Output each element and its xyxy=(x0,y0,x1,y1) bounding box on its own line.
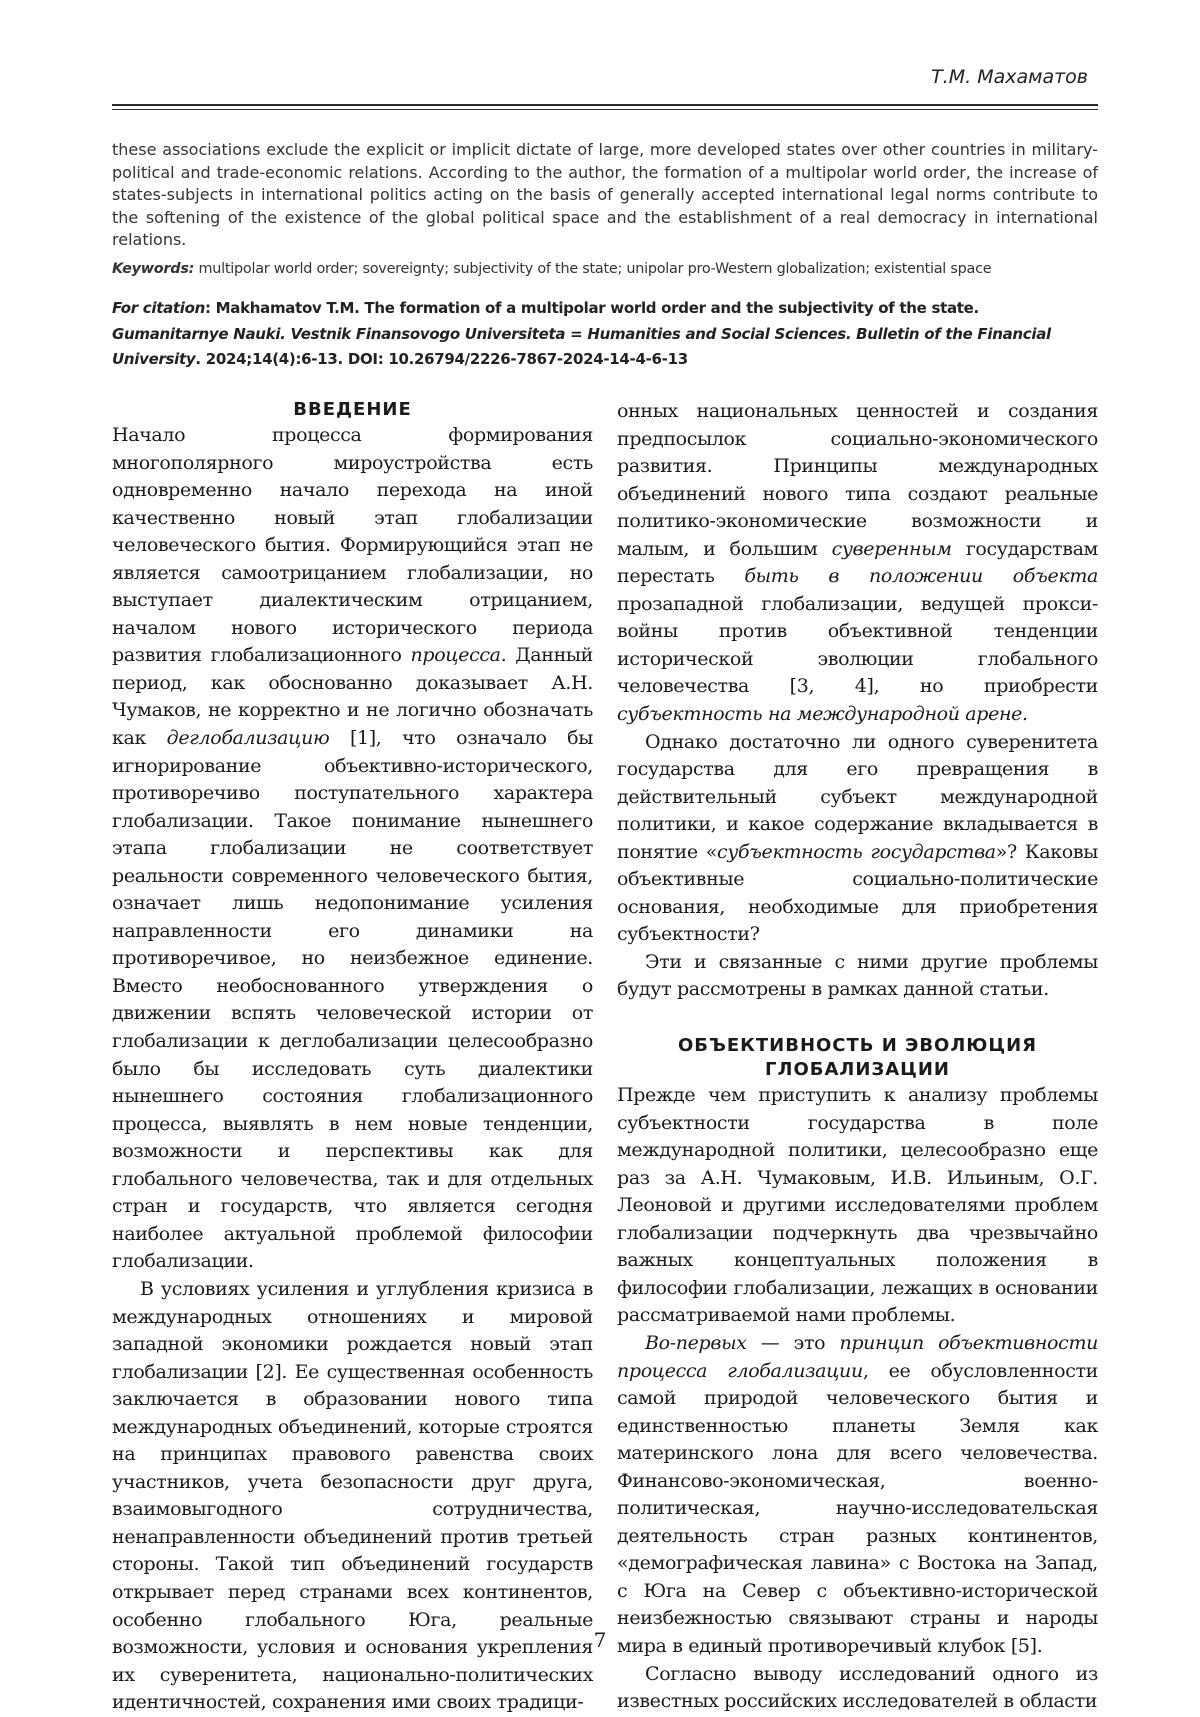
section-gap xyxy=(617,1004,1098,1034)
text-run: [1], что означало бы игнорирование объективно-исторического, противоречиво поступательного характера глобализации. Такое понимание нынешнего этапа глобализации не соответствует реальности современного человеческого бытия, означает лишь недопонимание усиления направленности его динамики на противоречивое, но неизбежное единение. Вместо необоснованного утверждения о движении вспять человеческой истории от глобализации к деглобализации целесообразно было бы исследовать суть диалектики нынешнего состояния глобализационного процесса, выявлять в нем новые тенденции, возможности и перспективы как для глобального человечества, так и для отдельных стран и государств, что является сегодня наиболее актуальной проблемой философии глобализации. xyxy=(112,727,594,1273)
left-column xyxy=(112,398,593,1717)
italic-run: суверенным xyxy=(831,537,952,560)
citation-colon: : xyxy=(205,299,216,317)
paragraph xyxy=(112,422,593,1276)
citation-label: For citation xyxy=(112,299,206,317)
text-run: Однако достаточно ли одного суверенитета государства для его превращения в действительный субъект международной политики, и какое содержание вкладывается в понятие « xyxy=(617,730,1098,863)
header-rule-thin xyxy=(112,109,1098,110)
paragraph: В условиях усиления и углубления кризиса в международных отношениях и мировой западной экономики рождается новый этап глобализации [2]. Ее существенная особенность заключается в образовании нового типа международных объединений, которые строятся на принципах правового равенства своих участников, учета безопасности друг друга, взаимовыгодного сотрудничества, ненаправленности объединений против третьей стороны. Такой тип объединений государств открывает перед странами всех континентов, особенно глобального Юга, реальные возможности, условия и основания укрепления их суверенитета, национально-политических идентичностей, сохранения ими своих традици- xyxy=(112,1277,593,1714)
citation-authors-title: Makhamatov T.M. The formation of a multipolar world order and the subjectivity of the state. xyxy=(215,299,979,317)
text-run: — это xyxy=(746,1331,840,1354)
italic-run: процесса xyxy=(410,644,501,667)
text-run: прозападной глобализации, ведущей прокси-войны против объективной тенденции исторической эволюции глобального человечества [3, 4], но приобрести xyxy=(617,592,1098,698)
paragraph: Прежде чем приступить к анализу проблемы субъектности государства в поле международной политики, целесообразно еще раз за А.Н. Чумаковым, И.В. Ильиным, О.Г. Леоновой и другими исследователями проблем глобализации подчеркнуть два чрезвычайно важных концептуальных положения в философии глобализации, лежащих в основании рассматриваемой нами проблемы. xyxy=(617,1084,1098,1327)
text-run: . Данный период, как обоснованно доказывает А.Н. Чумаков, не корректно и не логично обозначать как xyxy=(112,644,593,750)
running-header-author: Т.М. Махаматов xyxy=(931,66,1088,88)
text-run: , ее обусловленности самой природой человеческого бытия и единственностью планеты Земля как материнского лона для всего человечества. Финансово-экономическая, военно-политическая, научно-исследовательская деятельность стран разных континентов, «демографическая лавина» с Востока на Запад, с Юга на Север с объективно-исторической неизбежностью связывают страны и народы мира в единый противоречивый клубок [5]. xyxy=(617,1359,1098,1657)
header-rule-thick xyxy=(112,104,1098,106)
citation-details: . 2024;14(4):6-13. DOI: 10.26794/2226-7867-2024-14-4-6-13 xyxy=(195,350,688,368)
italic-run: Во-первых xyxy=(645,1331,747,1354)
italic-run: субъектность государства xyxy=(717,840,996,863)
keywords-label: Keywords: xyxy=(112,261,195,277)
paragraph xyxy=(617,1330,1098,1661)
italic-run: субъектность на международной арене. xyxy=(617,703,1028,726)
keywords-text: multipolar world order; sovereignty; subjectivity of the state; unipolar pro-Western globalization; existential space xyxy=(194,261,992,277)
citation-block xyxy=(112,296,1098,373)
italic-run: принцип объективности процесса глобализации xyxy=(617,1331,1098,1382)
right-column xyxy=(617,398,1098,1716)
text-run: государствам перестать xyxy=(617,537,1098,588)
text-run: »? Каковы объективные социально-политические основания, необходимые для приобретения субъектности? xyxy=(617,840,1098,946)
section-heading-objectivity xyxy=(617,1034,1098,1082)
keywords-line xyxy=(112,258,1112,280)
italic-run: быть в положении объекта xyxy=(744,565,1098,588)
text-run: Начало процесса формирования многополярного мироустройства есть одновременно начало перехода на иной качественно новый этап глобализации человеческого бытия. Формирующийся этап не является самоотрицанием глобализации, но выступает диалектическим отрицанием, началом нового исторического периода развития глобализационного xyxy=(112,424,593,667)
paragraph: Согласно выводу исследований одного из известных российских исследователей в области xyxy=(617,1662,1098,1713)
paragraph xyxy=(617,398,1098,729)
paragraph xyxy=(617,729,1098,949)
heading-line: ОБЪЕКТИВНОСТЬ И ЭВОЛЮЦИЯ xyxy=(677,1035,1038,1057)
abstract-text: these associations exclude the explicit or implicit dictate of large, more developed states over other countries in military-political and trade-economic relations. According to the author, the formation of a multipolar world order, the increase of states-subjects in international politics acting on the basis of generally accepted international legal norms contribute to the softening of the existence of the global political space and the establishment of a real democracy in international relations. xyxy=(112,140,1098,250)
page-number: 7 xyxy=(593,1628,607,1652)
heading-line: ГЛОБАЛИЗАЦИИ xyxy=(765,1059,950,1081)
italic-run: деглобализацию xyxy=(166,727,330,750)
paragraph: Эти и связанные с ними другие проблемы будут рассмотрены в рамках данной статьи. xyxy=(617,950,1098,1001)
citation-journal: Gumanitarnye Nauki. Vestnik Finansovogo Universiteta = Humanities and Social Sciences. Bulletin of the Financial University xyxy=(112,324,1051,368)
text-run: онных национальных ценностей и создания предпосылок социально-экономического развития. Принципы международных объединений нового типа создают реальные политико-экономические возможности и малым, и большим xyxy=(617,400,1098,560)
section-heading-introduction: ВВЕДЕНИЕ xyxy=(293,399,412,420)
